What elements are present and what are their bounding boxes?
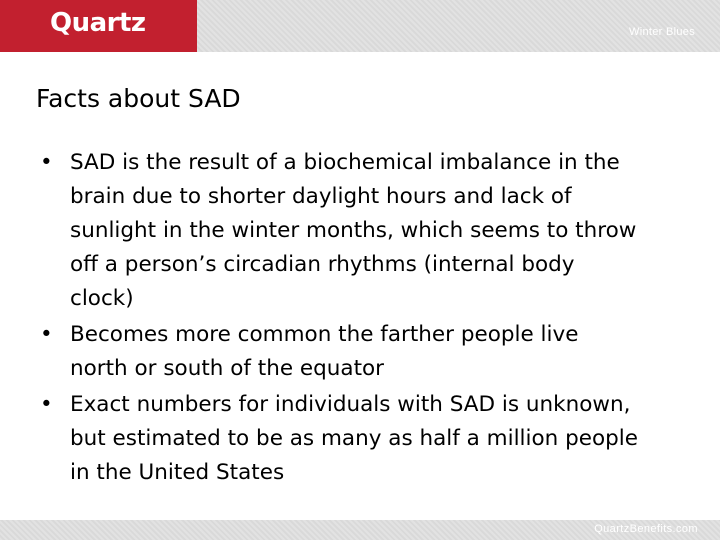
bullet-icon: • bbox=[40, 392, 53, 417]
bullet-icon: • bbox=[40, 322, 53, 347]
footer-website: QuartzBenefits.com bbox=[594, 523, 698, 535]
bullet-item bbox=[38, 146, 638, 316]
bullet-item bbox=[38, 318, 638, 386]
bullet-list bbox=[38, 146, 638, 492]
quartz-logo: Quartz bbox=[50, 8, 146, 38]
bullet-text: SAD is the result of a biochemical imbalance in the brain due to shorter daylight hours and lack of sunlight in the winter months, which seems to throw off a person’s circadian rhythms (internal body clock) bbox=[70, 150, 637, 311]
slide-heading: Facts about SAD bbox=[36, 84, 241, 113]
footer-band bbox=[0, 520, 720, 540]
header-band bbox=[0, 0, 720, 52]
bullet-icon: • bbox=[40, 150, 53, 175]
bullet-text: Becomes more common the farther people live north or south of the equator bbox=[70, 322, 579, 381]
logo-box bbox=[0, 0, 197, 52]
bullet-text: Exact numbers for individuals with SAD is unknown, but estimated to be as many as half a million people in the United States bbox=[70, 392, 638, 485]
bullet-item bbox=[38, 388, 638, 490]
header-title: Winter Blues bbox=[629, 26, 695, 38]
